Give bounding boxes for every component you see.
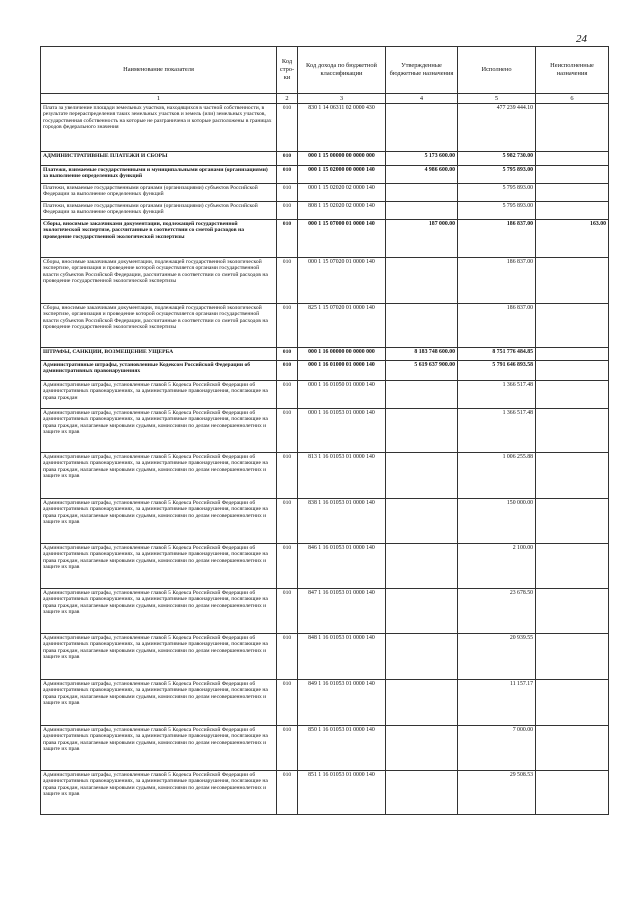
- row-code-cell: 010: [277, 680, 298, 726]
- row-kbk-cell: 000 1 16 01050 01 0000 140: [298, 381, 386, 409]
- row-kbk-cell: 000 1 16 01000 01 0000 140: [298, 361, 386, 381]
- row-unexecuted-cell: [536, 152, 609, 166]
- table-row: [41, 104, 609, 152]
- row-code-cell: 010: [277, 771, 298, 815]
- row-approved-cell: [386, 304, 458, 348]
- row-approved-cell: [386, 634, 458, 680]
- header-name: Наименование показателя: [41, 47, 277, 94]
- table-row: [41, 499, 609, 544]
- row-unexecuted-cell: [536, 726, 609, 771]
- header-unexecuted: Неисполненные назначения: [536, 47, 609, 94]
- row-name-cell: АДМИНИСТРАТИВНЫЕ ПЛАТЕЖИ И СБОРЫ: [41, 152, 277, 166]
- revenue-table: [40, 46, 609, 815]
- table-row: [41, 634, 609, 680]
- row-kbk-cell: 825 1 15 07020 01 0000 140: [298, 304, 386, 348]
- row-executed-cell: 1 006 255.88: [458, 453, 536, 499]
- table-row: [41, 453, 609, 499]
- row-executed-cell: 1 366 517.48: [458, 409, 536, 453]
- row-approved-cell: [386, 381, 458, 409]
- row-unexecuted-cell: 163.00: [536, 220, 609, 258]
- row-kbk-cell: 808 1 15 02020 02 0000 140: [298, 202, 386, 220]
- row-code-cell: 010: [277, 348, 298, 361]
- table-row: [41, 409, 609, 453]
- column-number: 3: [298, 94, 386, 104]
- table-row: [41, 202, 609, 220]
- row-unexecuted-cell: [536, 381, 609, 409]
- row-executed-cell: 20 939.55: [458, 634, 536, 680]
- row-name-cell: Административные штрафы, установленные главой 5 Кодекса Российской Федерации об административных правонарушениях, за административные правонарушения, посягающие на права граждан, налагаемые мировыми судьями, комиссиями по делам несовершеннолетних и защите их прав: [41, 726, 277, 771]
- row-approved-cell: [386, 184, 458, 202]
- row-code-cell: 010: [277, 453, 298, 499]
- row-code-cell: 010: [277, 409, 298, 453]
- row-executed-cell: 5 982 730.00: [458, 152, 536, 166]
- row-executed-cell: 8 751 776 484.85: [458, 348, 536, 361]
- row-name-cell: Административные штрафы, установленные главой 5 Кодекса Российской Федерации об административных правонарушениях, за административные правонарушения, посягающие на права граждан, налагаемые мировыми судьями, комиссиями по делам несовершеннолетних и защите их прав: [41, 453, 277, 499]
- table-row: [41, 361, 609, 381]
- header-executed: Исполнено: [458, 47, 536, 94]
- row-approved-cell: [386, 771, 458, 815]
- row-approved-cell: 5 619 637 900.00: [386, 361, 458, 381]
- row-kbk-cell: 848 1 16 01053 01 0000 140: [298, 634, 386, 680]
- row-name-cell: Административные штрафы, установленные главой 5 Кодекса Российской Федерации об административных правонарушениях, за административные правонарушения, посягающие на права граждан, налагаемые мировыми судьями, комиссиями по делам несовершеннолетних и защите их прав: [41, 409, 277, 453]
- table-header-row: [41, 47, 609, 94]
- row-name-cell: Административные штрафы, установленные главой 5 Кодекса Российской Федерации об административных правонарушениях, за административные правонарушения, посягающие на права граждан: [41, 381, 277, 409]
- row-kbk-cell: 813 1 16 01053 01 0000 140: [298, 453, 386, 499]
- row-code-cell: 010: [277, 589, 298, 634]
- column-number: 2: [277, 94, 298, 104]
- row-executed-cell: 11 157.17: [458, 680, 536, 726]
- row-approved-cell: [386, 453, 458, 499]
- table-row: [41, 258, 609, 304]
- row-kbk-cell: 849 1 16 01053 01 0000 140: [298, 680, 386, 726]
- row-kbk-cell: 000 1 15 07020 01 0000 140: [298, 258, 386, 304]
- row-name-cell: Плата за увеличение площади земельных участков, находящихся в частной собственности, в результате перераспределения таких земельных участков и земель (или) земельных участков, государственная собственность на которые не разграничена и которые расположены в границах городов федерального значения: [41, 104, 277, 152]
- table-row: [41, 680, 609, 726]
- row-code-cell: 010: [277, 634, 298, 680]
- row-executed-cell: 186 837.00: [458, 304, 536, 348]
- row-approved-cell: [386, 104, 458, 152]
- row-approved-cell: [386, 680, 458, 726]
- row-executed-cell: 5 791 646 893.58: [458, 361, 536, 381]
- row-approved-cell: 8 183 748 600.00: [386, 348, 458, 361]
- row-kbk-cell: 000 1 16 00000 00 0000 000: [298, 348, 386, 361]
- row-kbk-cell: 847 1 16 01053 01 0000 140: [298, 589, 386, 634]
- row-name-cell: Платежи, взимаемые государственными и муниципальными органами (организациями) за выполнение определенных функций: [41, 166, 277, 184]
- header-kbk: Код дохода по бюджетной классификации: [298, 47, 386, 94]
- row-code-cell: 010: [277, 726, 298, 771]
- row-unexecuted-cell: [536, 680, 609, 726]
- row-name-cell: ШТРАФЫ, САНКЦИИ, ВОЗМЕЩЕНИЕ УЩЕРБА: [41, 348, 277, 361]
- row-unexecuted-cell: [536, 589, 609, 634]
- row-code-cell: 010: [277, 152, 298, 166]
- row-code-cell: 010: [277, 258, 298, 304]
- row-approved-cell: 5 173 600.00: [386, 152, 458, 166]
- row-code-cell: 010: [277, 202, 298, 220]
- row-name-cell: Административные штрафы, установленные главой 5 Кодекса Российской Федерации об административных правонарушениях, за административные правонарушения, посягающие на права граждан, налагаемые мировыми судьями, комиссиями по делам несовершеннолетних и защите их прав: [41, 634, 277, 680]
- row-unexecuted-cell: [536, 453, 609, 499]
- table-row: [41, 304, 609, 348]
- table-row: [41, 381, 609, 409]
- row-approved-cell: [386, 409, 458, 453]
- table-row: [41, 166, 609, 184]
- row-executed-cell: 186 837.00: [458, 220, 536, 258]
- column-number: 6: [536, 94, 609, 104]
- row-unexecuted-cell: [536, 104, 609, 152]
- header-code: Код стро-ки: [277, 47, 298, 94]
- row-approved-cell: 4 986 600.00: [386, 166, 458, 184]
- row-executed-cell: 5 795 893.00: [458, 184, 536, 202]
- row-kbk-cell: 846 1 16 01053 01 0000 140: [298, 544, 386, 589]
- row-kbk-cell: 000 1 16 01053 01 0000 140: [298, 409, 386, 453]
- table-row: [41, 220, 609, 258]
- row-approved-cell: [386, 202, 458, 220]
- column-number: 4: [386, 94, 458, 104]
- row-unexecuted-cell: [536, 166, 609, 184]
- row-unexecuted-cell: [536, 361, 609, 381]
- row-kbk-cell: 838 1 16 01053 01 0000 140: [298, 499, 386, 544]
- row-unexecuted-cell: [536, 771, 609, 815]
- row-code-cell: 010: [277, 304, 298, 348]
- table-row: [41, 771, 609, 815]
- column-number-row: [41, 94, 609, 104]
- row-code-cell: 010: [277, 184, 298, 202]
- row-kbk-cell: 850 1 16 01053 01 0000 140: [298, 726, 386, 771]
- row-name-cell: Сборы, вносимые заказчиками документации, подлежащей государственной экологической экспертизе, рассчитанные в соответствии со сметой расходов на проведение государственной экологической экспертизы: [41, 220, 277, 258]
- row-unexecuted-cell: [536, 202, 609, 220]
- row-name-cell: Сборы, вносимые заказчиками документации, подлежащей государственной экологической экспертизе, организация и проведение которой осуществляется органами государственной власти субъектов Российской Федерации, рассчитанные в соответствии со сметой расходов на проведение государственной экологической экспертизы: [41, 304, 277, 348]
- row-code-cell: 010: [277, 381, 298, 409]
- row-name-cell: Административные штрафы, установленные главой 5 Кодекса Российской Федерации об административных правонарушениях, за административные правонарушения, посягающие на права граждан, налагаемые мировыми судьями, комиссиями по делам несовершеннолетних и защите их прав: [41, 544, 277, 589]
- row-name-cell: Административные штрафы, установленные главой 5 Кодекса Российской Федерации об административных правонарушениях, за административные правонарушения, посягающие на права граждан, налагаемые мировыми судьями, комиссиями по делам несовершеннолетних и защите их прав: [41, 680, 277, 726]
- row-executed-cell: 477 239 444.10: [458, 104, 536, 152]
- row-name-cell: Платежи, взимаемые государственными органами (организациями) субъектов Российской Федерации за выполнение определенных функций: [41, 202, 277, 220]
- table-row: [41, 589, 609, 634]
- row-unexecuted-cell: [536, 184, 609, 202]
- row-code-cell: 010: [277, 220, 298, 258]
- row-kbk-cell: 000 1 15 02000 00 0000 140: [298, 166, 386, 184]
- table-row: [41, 726, 609, 771]
- row-name-cell: Административные штрафы, установленные Кодексом Российской Федерации об административных правонарушениях: [41, 361, 277, 381]
- row-unexecuted-cell: [536, 258, 609, 304]
- row-unexecuted-cell: [536, 409, 609, 453]
- row-executed-cell: 1 366 517.48: [458, 381, 536, 409]
- row-unexecuted-cell: [536, 304, 609, 348]
- row-kbk-cell: 830 1 14 06311 02 0000 430: [298, 104, 386, 152]
- header-approved: Утвержденные бюджетные назначения: [386, 47, 458, 94]
- row-code-cell: 010: [277, 166, 298, 184]
- row-kbk-cell: 851 1 16 01053 01 0000 140: [298, 771, 386, 815]
- row-approved-cell: [386, 589, 458, 634]
- row-unexecuted-cell: [536, 544, 609, 589]
- column-number: 1: [41, 94, 277, 104]
- row-approved-cell: [386, 544, 458, 589]
- table-row: [41, 152, 609, 166]
- table-row: [41, 184, 609, 202]
- row-executed-cell: 29 508.53: [458, 771, 536, 815]
- table-row: [41, 348, 609, 361]
- row-kbk-cell: 000 1 15 02020 02 0000 140: [298, 184, 386, 202]
- row-approved-cell: [386, 726, 458, 771]
- column-number: 5: [458, 94, 536, 104]
- row-executed-cell: 7 000.00: [458, 726, 536, 771]
- row-code-cell: 010: [277, 499, 298, 544]
- page-number: 24: [576, 33, 587, 45]
- row-unexecuted-cell: [536, 499, 609, 544]
- row-name-cell: Административные штрафы, установленные главой 5 Кодекса Российской Федерации об административных правонарушениях, за административные правонарушения, посягающие на права граждан, налагаемые мировыми судьями, комиссиями по делам несовершеннолетних и защите их прав: [41, 499, 277, 544]
- row-approved-cell: [386, 499, 458, 544]
- row-executed-cell: 2 100.00: [458, 544, 536, 589]
- row-approved-cell: 187 000.00: [386, 220, 458, 258]
- row-executed-cell: 23 678.50: [458, 589, 536, 634]
- row-code-cell: 010: [277, 104, 298, 152]
- row-name-cell: Сборы, вносимые заказчиками документации, подлежащей государственной экологической экспертизе, организация и проведение которой осуществляется органами государственной власти субъектов Российской Федерации, рассчитанные в соответствии со сметой расходов на проведение государственной экологической экспертизы: [41, 258, 277, 304]
- row-executed-cell: 5 795 893.00: [458, 202, 536, 220]
- row-code-cell: 010: [277, 361, 298, 381]
- row-approved-cell: [386, 258, 458, 304]
- row-name-cell: Административные штрафы, установленные главой 5 Кодекса Российской Федерации об административных правонарушениях, за административные правонарушения, посягающие на права граждан, налагаемые мировыми судьями, комиссиями по делам несовершеннолетних и защите их прав: [41, 589, 277, 634]
- row-executed-cell: 186 837.00: [458, 258, 536, 304]
- table-row: [41, 544, 609, 589]
- row-name-cell: Административные штрафы, установленные главой 5 Кодекса Российской Федерации об административных правонарушениях, за административные правонарушения, посягающие на права граждан, налагаемые мировыми судьями, комиссиями по делам несовершеннолетних и защите их прав: [41, 771, 277, 815]
- row-code-cell: 010: [277, 544, 298, 589]
- row-kbk-cell: 000 1 15 00000 00 0000 000: [298, 152, 386, 166]
- row-unexecuted-cell: [536, 348, 609, 361]
- row-unexecuted-cell: [536, 634, 609, 680]
- row-executed-cell: 150 000.00: [458, 499, 536, 544]
- row-name-cell: Платежи, взимаемые государственными органами (организациями) субъектов Российской Федерации за выполнение определенных функций: [41, 184, 277, 202]
- row-kbk-cell: 000 1 15 07000 01 0000 140: [298, 220, 386, 258]
- row-executed-cell: 5 795 893.00: [458, 166, 536, 184]
